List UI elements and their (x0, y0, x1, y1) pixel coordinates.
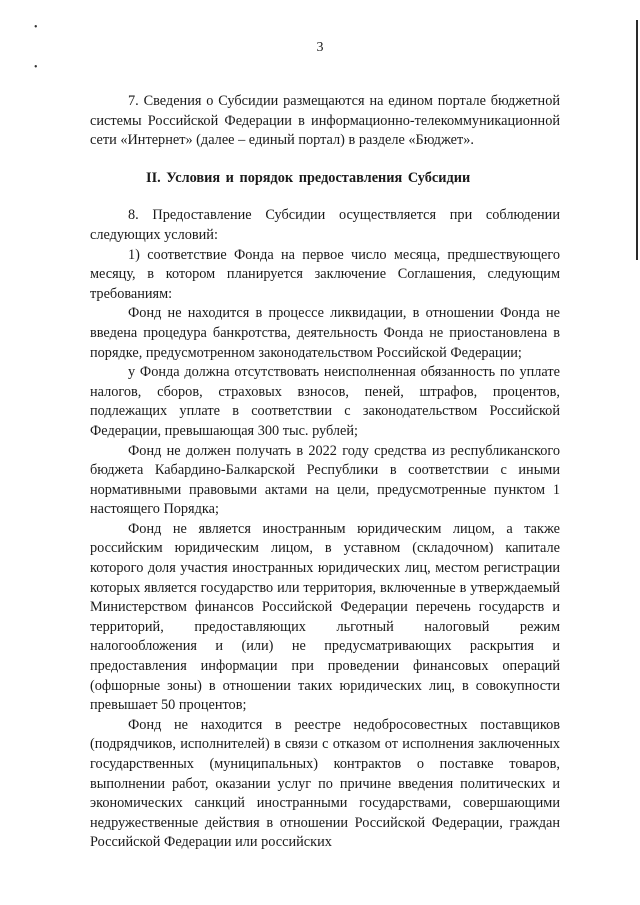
margin-mark-2: • (34, 62, 38, 73)
document-body (90, 92, 560, 853)
paragraph-tax-obligation: у Фонда должна отсутствовать неисполненная обязанность по уплате налогов, сборов, страховых взносов, пеней, штрафов, процентов, подлежащих уплате в соответствии с законодательством Российской Федерации, превышающая 300 тыс. рублей; (90, 364, 560, 439)
margin-mark-1: • (34, 22, 38, 33)
scan-edge-line (636, 20, 638, 260)
paragraph-supplier-registry: Фонд не находится в реестре недобросовестных поставщиков (подрядчиков, исполнителей) в связи с отказом от исполнения заключенных государственных (муниципальных) контрактов о поставке товаров, выполнении работ, оказании услуг по причине введения политических и экономических санкций иностранными государствами, совершающими недружественные действия в отношении Российской Федерации, граждан Российской Федерации или российских (90, 716, 560, 851)
page-number: 3 (316, 40, 324, 55)
paragraph-condition-1: 1) соответствие Фонда на первое число месяца, предшествующего месяцу, в котором планируется заключение Соглашения, следующим требованиям: (90, 246, 560, 302)
paragraph-8: 8. Предоставление Субсидии осуществляется при соблюдении следующих условий: (90, 207, 560, 243)
paragraph-7: 7. Сведения о Субсидии размещаются на едином портале бюджетной системы Российской Федерации в информационно-телекоммуникационной сети «Интернет» (далее – единый портал) в разделе «Бюджет». (90, 93, 560, 149)
paragraph-foreign-entity: Фонд не является иностранным юридическим лицом, а также российским юридическим лицом, в уставном (складочном) капитале которого доля участия иностранных юридических лиц, местом регистрации которых является государство или территория, включенные в утверждаемый Министерством финансов Российской Федерации перечень государств и территорий, предоставляющих льготный налоговый режим налогообложения и (или) не предусматривающих раскрытия и предоставления информации при проведении финансовых операций (офшорные зоны) в отношении таких юридических лиц, в совокупности превышает 50 процентов; (90, 520, 560, 714)
section-heading: II. Условия и порядок предоставления Субсидии (146, 169, 471, 186)
paragraph-budget-funds: Фонд не должен получать в 2022 году средства из республиканского бюджета Кабардино-Балкарской Республики в соответствии с иными нормативными правовыми актами на цели, предусмотренные пунктом 1 настоящего Порядка; (90, 442, 560, 518)
paragraph-liquidation: Фонд не находится в процессе ликвидации, в отношении Фонда не введена процедура банкротства, деятельность Фонда не приостановлена в порядке, предусмотренном законодательством Российской Федерации; (90, 305, 560, 361)
